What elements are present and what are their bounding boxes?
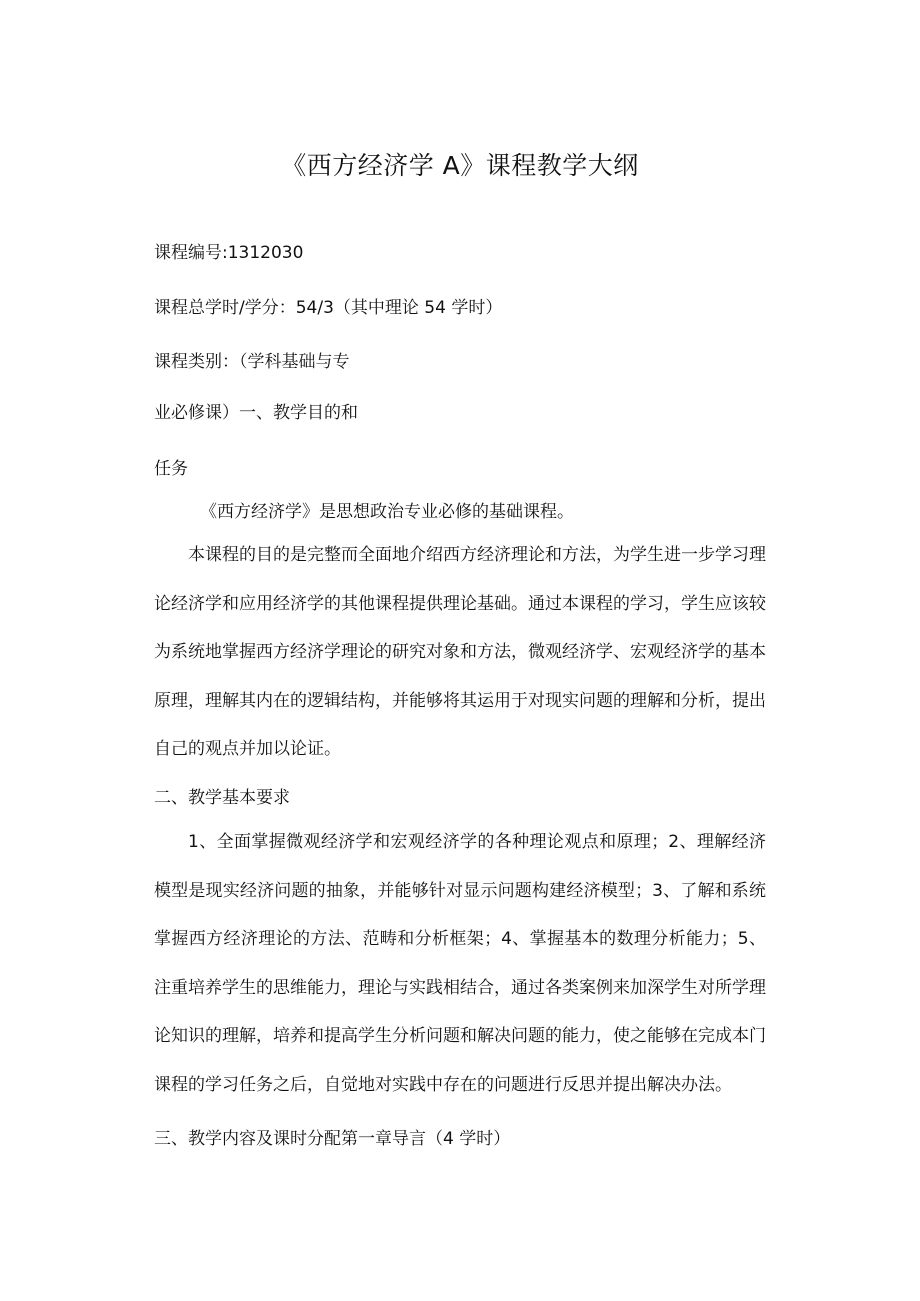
course-code: 课程编号:1312030 bbox=[154, 243, 304, 263]
purpose-paragraph: 本课程的目的是完整而全面地介绍西方经济理论和方法，为学生进一步学习理论经济学和应用经济学的其他课程提供理论基础。通过本课程的学习，学生应该较为系统地掌握西方经济学理论的研究对象和方法，微观经济学、宏观经济学的基本原理，理解其内在的逻辑结构，并能够将其运用于对现实问题的理解和分析，提出自己的观点并加以论证。 bbox=[154, 545, 766, 759]
section-3-heading: 三、教学内容及课时分配第一章导言（4 学时） bbox=[154, 1129, 511, 1149]
requirements-paragraph: 1、全面掌握微观经济学和宏观经济学的各种理论观点和原理；2、理解经济模型是现实经济问题的抽象，并能够针对显示问题构建经济模型；3、了解和系统掌握西方经济理论的方法、范畴和分析框架；4、掌握基本的数理分析能力；5、注重培养学生的思维能力，理论与实践相结合，通过各类案例来加深学生对所学理论知识的理解，培养和提高学生分析问题和解决问题的能力，使之能够在完成本门课程的学习任务之后，自觉地对实践中存在的问题进行反思并提出解决办法。 bbox=[154, 832, 766, 1095]
document-title: 《西方经济学 A》课程教学大纲 bbox=[281, 151, 639, 180]
course-category-line-3: 任务 bbox=[154, 459, 188, 479]
intro-sentence: 《西方经济学》是思想政治专业必修的基础课程。 bbox=[200, 502, 574, 522]
section-2-heading: 二、教学基本要求 bbox=[154, 788, 290, 808]
course-category-line-1: 课程类别：（学科基础与专 bbox=[154, 352, 350, 372]
course-category-line-2: 业必修课）一、教学目的和 bbox=[154, 403, 358, 423]
course-hours: 课程总学时/学分：54/3（其中理论 54 学时） bbox=[154, 298, 503, 318]
